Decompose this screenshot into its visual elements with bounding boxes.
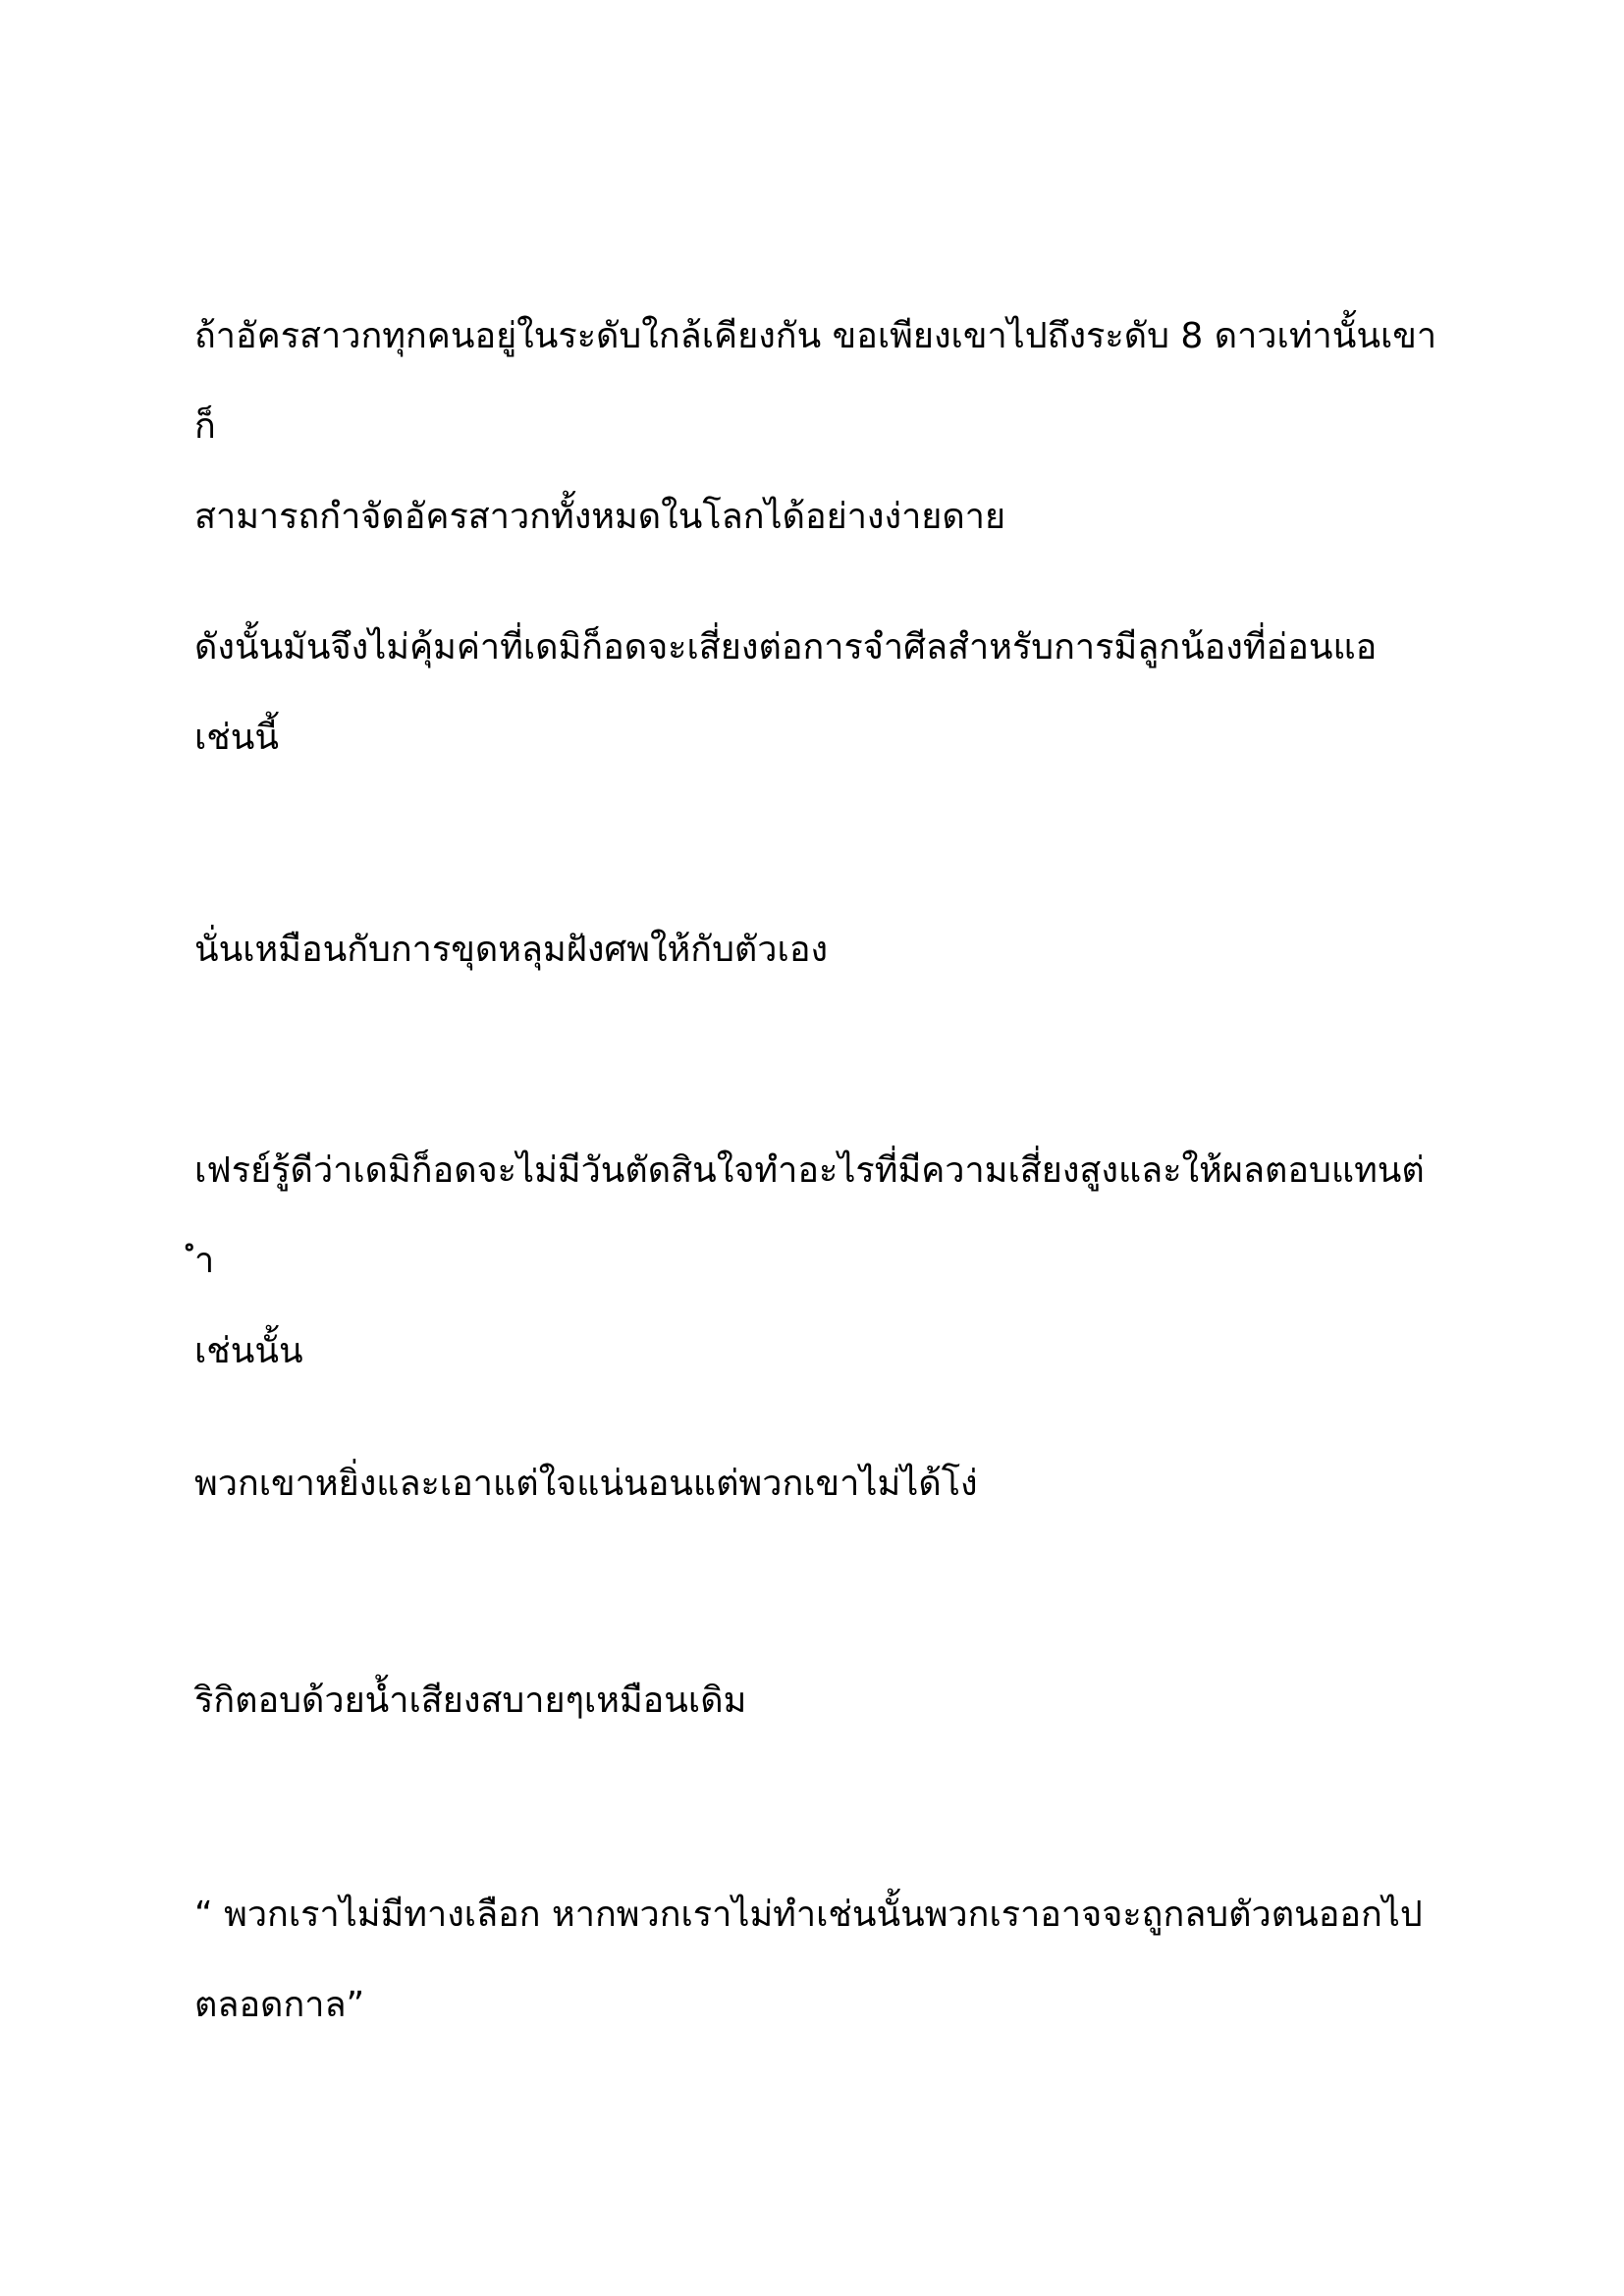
paragraph-4 — [194, 1126, 1441, 1397]
paragraph-5 — [194, 1439, 1441, 1529]
paragraph-1-line-1: ถ้าอัครสาวกทุกคนอยู่ในระดับใกล้เคียงกัน ขอเพียงเขาไปถึงระดับ 8 ดาวเท่านั้นเขาก็ — [194, 316, 1437, 447]
paragraph-1 — [194, 292, 1441, 562]
paragraph-2-line-1: ดังนั้นมันจึงไม่คุ้มค่าที่เดมิก็อดจะเสี่ยงต่อการจำศีลสำหรับการมีลูกน้องที่อ่อนแอ — [194, 627, 1378, 667]
paragraph-2-line-2: เช่นนี้ — [194, 718, 279, 758]
paragraph-7-line-1: “ พวกเราไม่มีทางเลือก หากพวกเราไม่ทำเช่นนั้นพวกเราอาจจะถูกลบตัวตนออกไป — [194, 1895, 1423, 1935]
paragraph-7 — [194, 1870, 1441, 2051]
paragraph-3-line-1: นั่นเหมือนกับการขุดหลุมฝังศพให้กับตัวเอง — [194, 930, 829, 970]
paragraph-6-line-1: ริกิตอบด้วยน้ำเสียงสบายๆเหมือนเดิม — [194, 1681, 747, 1721]
paragraph-4-line-2: เช่นนั้น — [194, 1331, 303, 1371]
paragraph-6 — [194, 1656, 1441, 1746]
paragraph-7-line-2: ตลอดกาล” — [194, 1985, 365, 2025]
paragraph-4-line-1: เฟรย์รู้ดีว่าเดมิก็อดจะไม่มีวันตัดสินใจทำอะไรที่มีความเสี่ยงสูงและให้ผลตอบแทนต่ำ — [194, 1150, 1425, 1281]
paragraph-1-line-2: สามารถกำจัดอัครสาวกทั้งหมดในโลกได้อย่างง่ายดาย — [194, 497, 1006, 537]
paragraph-2 — [194, 603, 1441, 783]
paragraph-3 — [194, 905, 1441, 995]
paragraph-5-line-1: พวกเขาหยิ่งและเอาแต่ใจแน่นอนแต่พวกเขาไม่ได้โง่ — [194, 1464, 978, 1504]
